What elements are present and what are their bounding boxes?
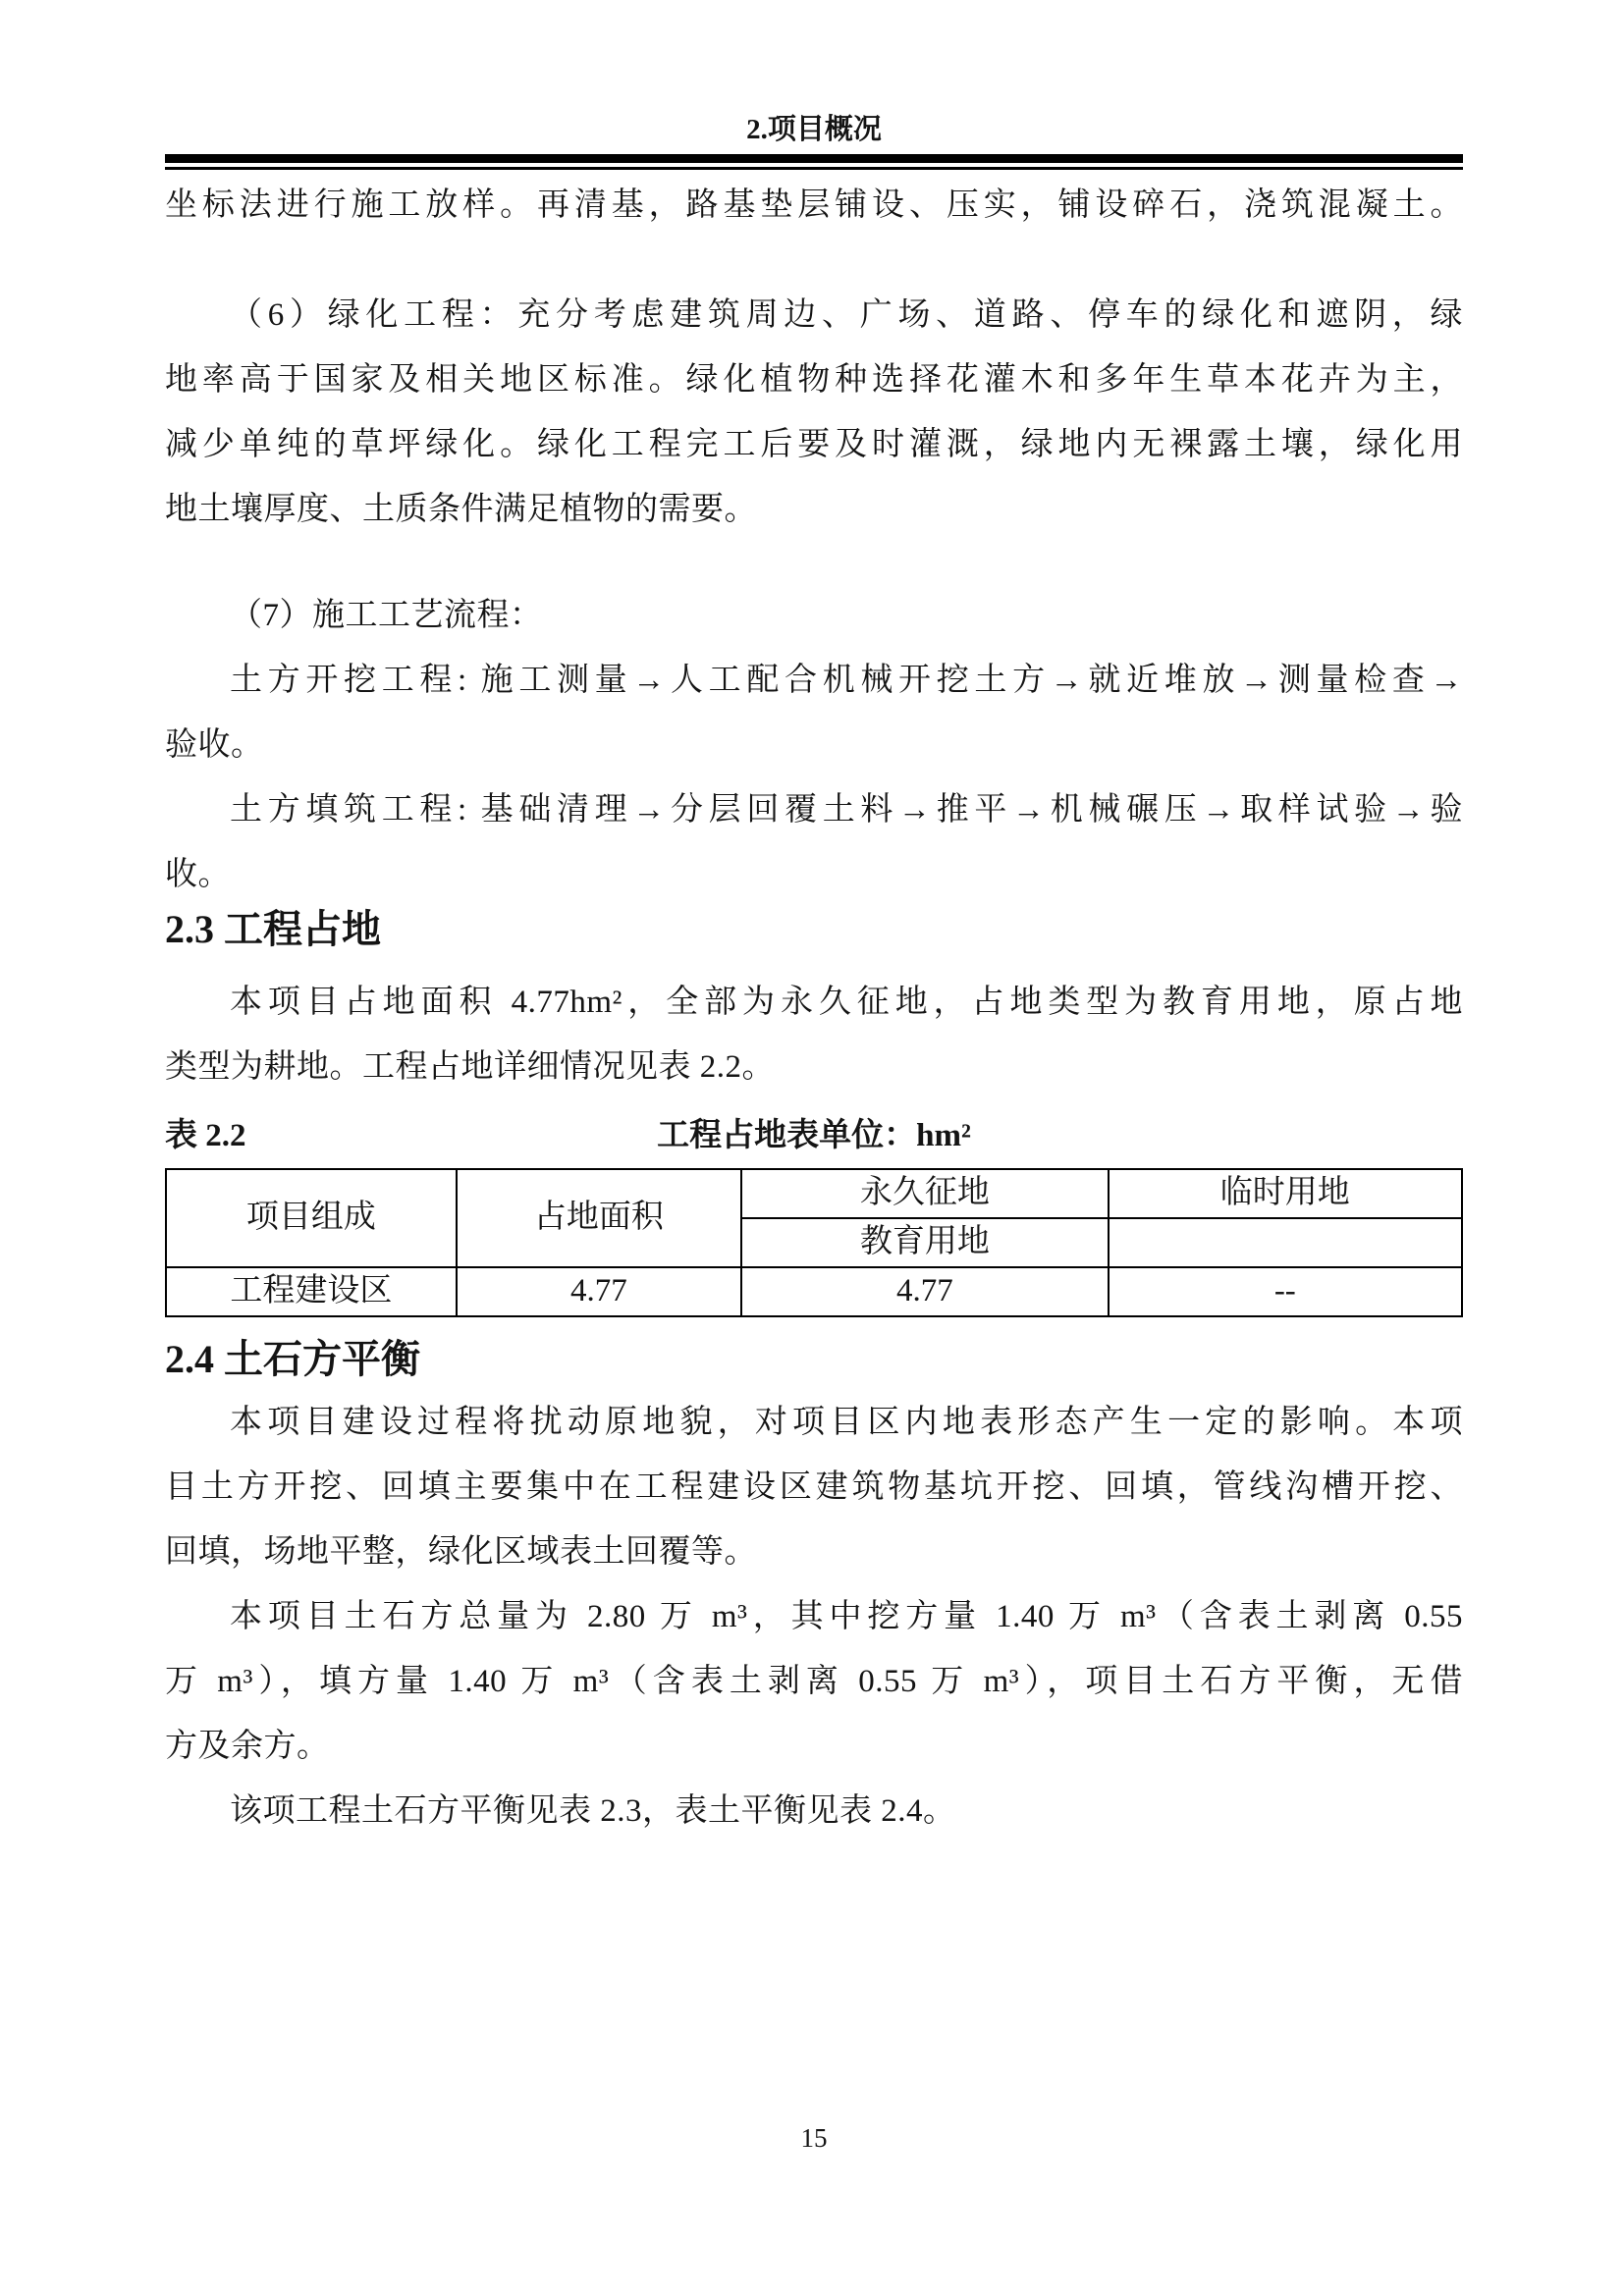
text-line: 万 m³），填方量 1.40 万 m³（含表土剥离 0.55 万 m³），项目土石方平衡，无借 [165,1664,1463,1699]
table-cell-empty [1109,1218,1462,1267]
text-line: 收。 [165,857,231,892]
land-occupation-table [165,1168,1463,1317]
text-line: 该项工程土石方平衡见表 2.3，表土平衡见表 2.4。 [230,1793,956,1829]
table-header-row-1 [166,1169,1462,1218]
text-line: （7）施工工艺流程： [230,598,543,633]
text-line: （6）绿化工程：充分考虑建筑周边、广场、道路、停车的绿化和遮阴，绿 [230,297,1463,333]
text-line: 地率高于国家及相关地区标准。绿化植物种选择花灌木和多年生草本花卉为主， [165,362,1463,398]
paragraph-earthwork-disturbance [165,1390,1463,1584]
paragraph-construction-process [165,583,1463,907]
text-line: 类型为耕地。工程占地详细情况见表 2.2。 [165,1049,775,1085]
header-rule-thin [165,167,1463,170]
text-line: 验收。 [165,727,264,763]
paragraph-balance-reference [165,1779,1463,1843]
text-line: 方及余方。 [165,1729,330,1764]
table-header-project-component: 项目组成 [166,1169,457,1267]
text-line: 本项目土石方总量为 2.80 万 m³，其中挖方量 1.40 万 m³（含表土剥离 0.55 [230,1599,1463,1634]
page-number: 15 [800,2123,828,2153]
text-line: 土方填筑工程: 基础清理→分层回覆土料→推平→机械碾压→取样试验→验 [230,792,1463,828]
text-line: 土方开挖工程: 施工测量→人工配合机械开挖土方→就近堆放→测量检查→ [230,663,1463,698]
table-data-row [166,1267,1462,1316]
table-header-education-land: 教育用地 [741,1218,1109,1267]
table-caption-title: 工程占地表单位：hm² [657,1118,971,1153]
table-header-permanent-land: 永久征地 [741,1169,1109,1218]
table-caption-label: 表 2.2 [165,1118,246,1153]
paragraph-earthwork-volume [165,1584,1463,1779]
text-line: 本项目占地面积 4.77hm²，全部为永久征地，占地类型为教育用地，原占地 [230,985,1463,1020]
text-line: 回填，场地平整，绿化区域表土回覆等。 [165,1534,757,1570]
paragraph-land-occupation [165,970,1463,1099]
running-header-title: 2.项目概况 [746,114,882,145]
header-divider-rule [165,154,1463,170]
text-line: 本项目建设过程将扰动原地貌，对项目区内地表形态产生一定的影响。本项 [230,1405,1463,1440]
table-cell-area: 4.77 [457,1267,741,1316]
text-line: 坐标法进行施工放样。再清基，路基垫层铺设、压实，铺设碎石，浇筑混凝土。 [165,187,1463,223]
table-cell-construction-zone: 工程建设区 [166,1267,457,1316]
section-heading-2-4: 2.4 土石方平衡 [165,1337,420,1381]
text-line: 减少单纯的草坪绿化。绿化工程完工后要及时灌溉，绿地内无裸露土壤，绿化用 [165,427,1463,462]
table-header-occupied-area: 占地面积 [457,1169,741,1267]
section-heading-2-3: 2.3 工程占地 [165,907,381,951]
text-line: 地土壤厚度、土质条件满足植物的需要。 [165,492,757,527]
paragraph-road-works [165,173,1463,238]
table-cell-temporary: -- [1109,1267,1462,1316]
table-cell-permanent: 4.77 [741,1267,1109,1316]
header-rule-thick [165,154,1463,163]
text-line: 目土方开挖、回填主要集中在工程建设区建筑物基坑开挖、回填，管线沟槽开挖、 [165,1469,1463,1505]
land-occupation-table-wrap [165,1168,1463,1317]
table-header-temporary-land: 临时用地 [1109,1169,1462,1218]
paragraph-greening-works [165,283,1463,542]
table-caption [165,1113,1463,1158]
